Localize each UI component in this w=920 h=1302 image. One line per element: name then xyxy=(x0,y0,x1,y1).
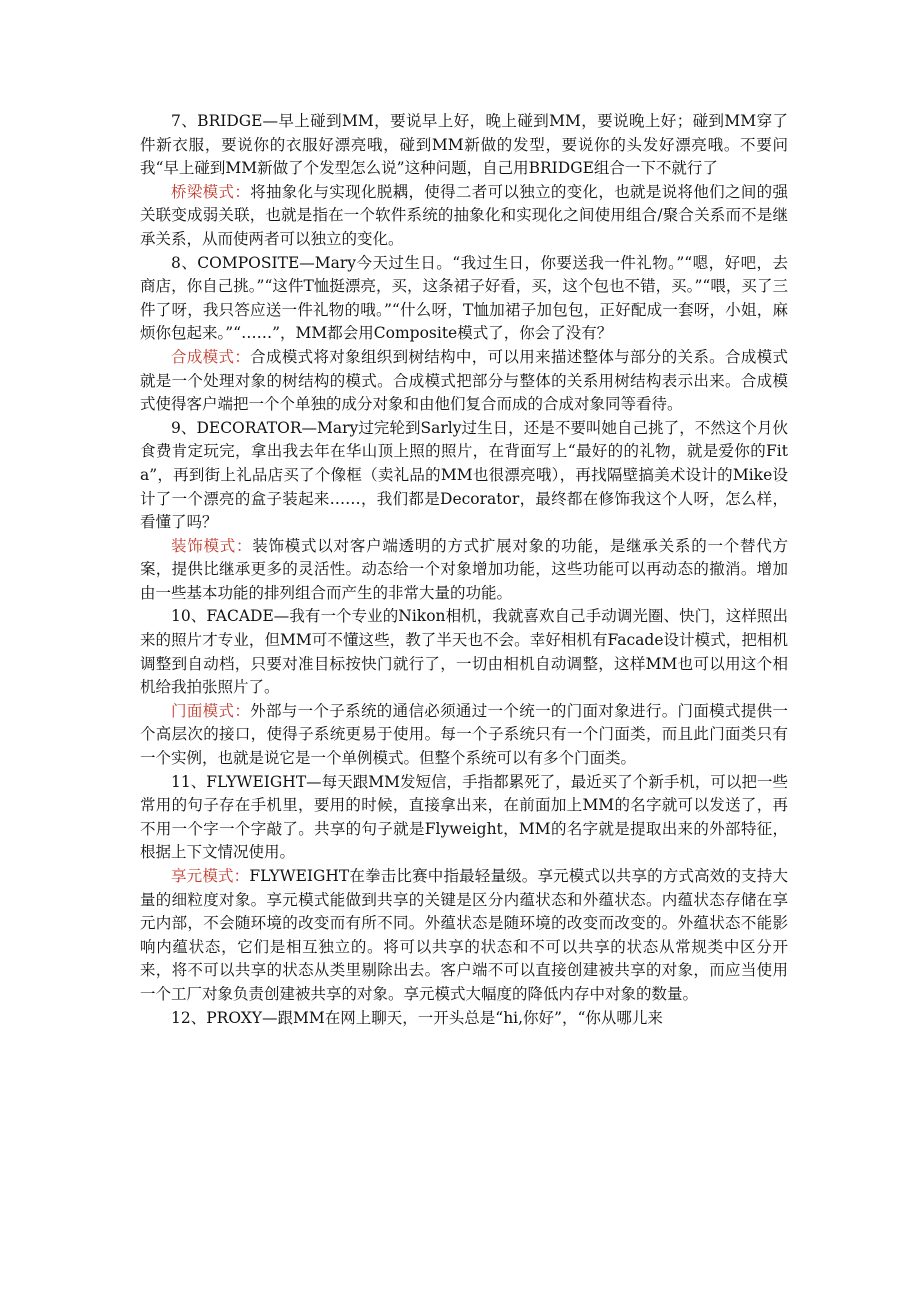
definition-text: FLYWEIGHT在拳击比赛中指最轻量级。享元模式以共享的方式高效的支持大量的细粒度对象。享元模式能做到共享的关键是区分内蕴状态和外蕴状态。内蕴状态存储在享元内部，不会随环境的改变而有所不同。外蕴状态是随环境的改变而改变的。外蕴状态不能影响内蕴状态，它们是相互独立的。将可以共享的状态和不可以共享的状态从常规类中区分开来，将不可以共享的状态从类里剔除出去。客户端不可以直接创建被共享的对象，而应当使用一个工厂对象负责创建被共享的对象。享元模式大幅度的降低内存中对象的数量。 xyxy=(140,867,788,1003)
definition-bridge xyxy=(140,181,788,252)
definition-label: 桥梁模式： xyxy=(171,182,251,201)
story-bridge: 7、BRIDGE—早上碰到MM，要说早上好，晚上碰到MM，要说晚上好；碰到MM穿了件新衣服，要说你的衣服好漂亮哦，碰到MM新做的发型，要说你的头发好漂亮哦。不要问我“早上碰到MM新做了个发型怎么说”这种问题，自己用BRIDGE组合一下不就行了 xyxy=(140,112,788,178)
story-proxy: 12、PROXY—跟MM在网上聊天，一开头总是“hi,你好”，“你从哪儿来 xyxy=(171,1008,663,1027)
definition-label: 享元模式： xyxy=(171,867,250,885)
definition-decorator xyxy=(140,535,788,606)
story-decorator: 9、DECORATOR—Mary过完轮到Sarly过生日，还是不要叫她自己挑了，不然这个月伙食费肯定玩完，拿出我去年在华山顶上照的照片，在背面写上“最好的的礼物，就是爱你的Fita”，再到街上礼品店买了个像框（卖礼品的MM也很漂亮哦），再找隔壁搞美术设计的Mike设计了一个漂亮的盒子装起来……，我们都是Decorator，最终都在修饰我这个人呀，怎么样，看懂了吗？ xyxy=(140,418,788,532)
definition-text: 将抽象化与实现化脱耦，使得二者可以独立的变化，也就是说将他们之间的强关联变成弱关联，也就是指在一个软件系统的抽象化和实现化之间使用组合/聚合关系而不是继承关系，从而使两者可以独立的变化。 xyxy=(140,182,788,248)
definition-flyweight xyxy=(140,865,788,1007)
definition-text: 装饰模式以对客户端透明的方式扩展对象的功能，是继承关系的一个替代方案，提供比继承更多的灵活性。动态给一个对象增加功能，这些功能可以再动态的撤消。增加由一些基本功能的排列组合而产生的非常大量的功能。 xyxy=(140,536,788,602)
definition-label: 装饰模式： xyxy=(171,536,253,555)
document-page xyxy=(140,110,788,1030)
definition-text: 合成模式将对象组织到树结构中，可以用来描述整体与部分的关系。合成模式就是一个处理对象的树结构的模式。合成模式把部分与整体的关系用树结构表示出来。合成模式使得客户端把一个个单独的成分对象和由他们复合而成的合成对象同等看待。 xyxy=(140,347,788,414)
definition-facade xyxy=(140,700,788,771)
story-facade: 10、FACADE—我有一个专业的Nikon相机，我就喜欢自己手动调光圈、快门，这样照出来的照片才专业，但MM可不懂这些，教了半天也不会。幸好相机有Facade设计模式，把相机调整到自动档，只要对准目标按快门就行了，一切由相机自动调整，这样MM也可以用这个相机给我拍张照片了。 xyxy=(140,607,788,697)
definition-label: 门面模式： xyxy=(171,701,251,720)
definition-text: 外部与一个子系统的通信必须通过一个统一的门面对象进行。门面模式提供一个高层次的接口，使得子系统更易于使用。每一个子系统只有一个门面类，而且此门面类只有一个实例，也就是说它是一个单例模式。但整个系统可以有多个门面类。 xyxy=(140,701,788,768)
definition-label: 合成模式： xyxy=(171,347,251,366)
definition-composite xyxy=(140,346,788,417)
story-composite: 8、COMPOSITE—Mary今天过生日。“我过生日，你要送我一件礼物。”“嗯，好吧，去商店，你自己挑。”“这件T恤挺漂亮，买，这条裙子好看，买，这个包也不错，买。”“喂，买了三件了呀，我只答应送一件礼物的哦。”“什么呀，T恤加裙子加包包，正好配成一套呀，小姐，麻烦你包起来。”“……”，MM都会用Composite模式了，你会了没有？ xyxy=(140,253,788,343)
story-flyweight: 11、FLYWEIGHT—每天跟MM发短信，手指都累死了，最近买了个新手机，可以把一些常用的句子存在手机里，要用的时候，直接拿出来，在前面加上MM的名字就可以发送了，再不用一个字一个字敲了。共享的句子就是Flyweight，MM的名字就是提取出来的外部特征，根据上下文情况使用。 xyxy=(140,772,788,862)
